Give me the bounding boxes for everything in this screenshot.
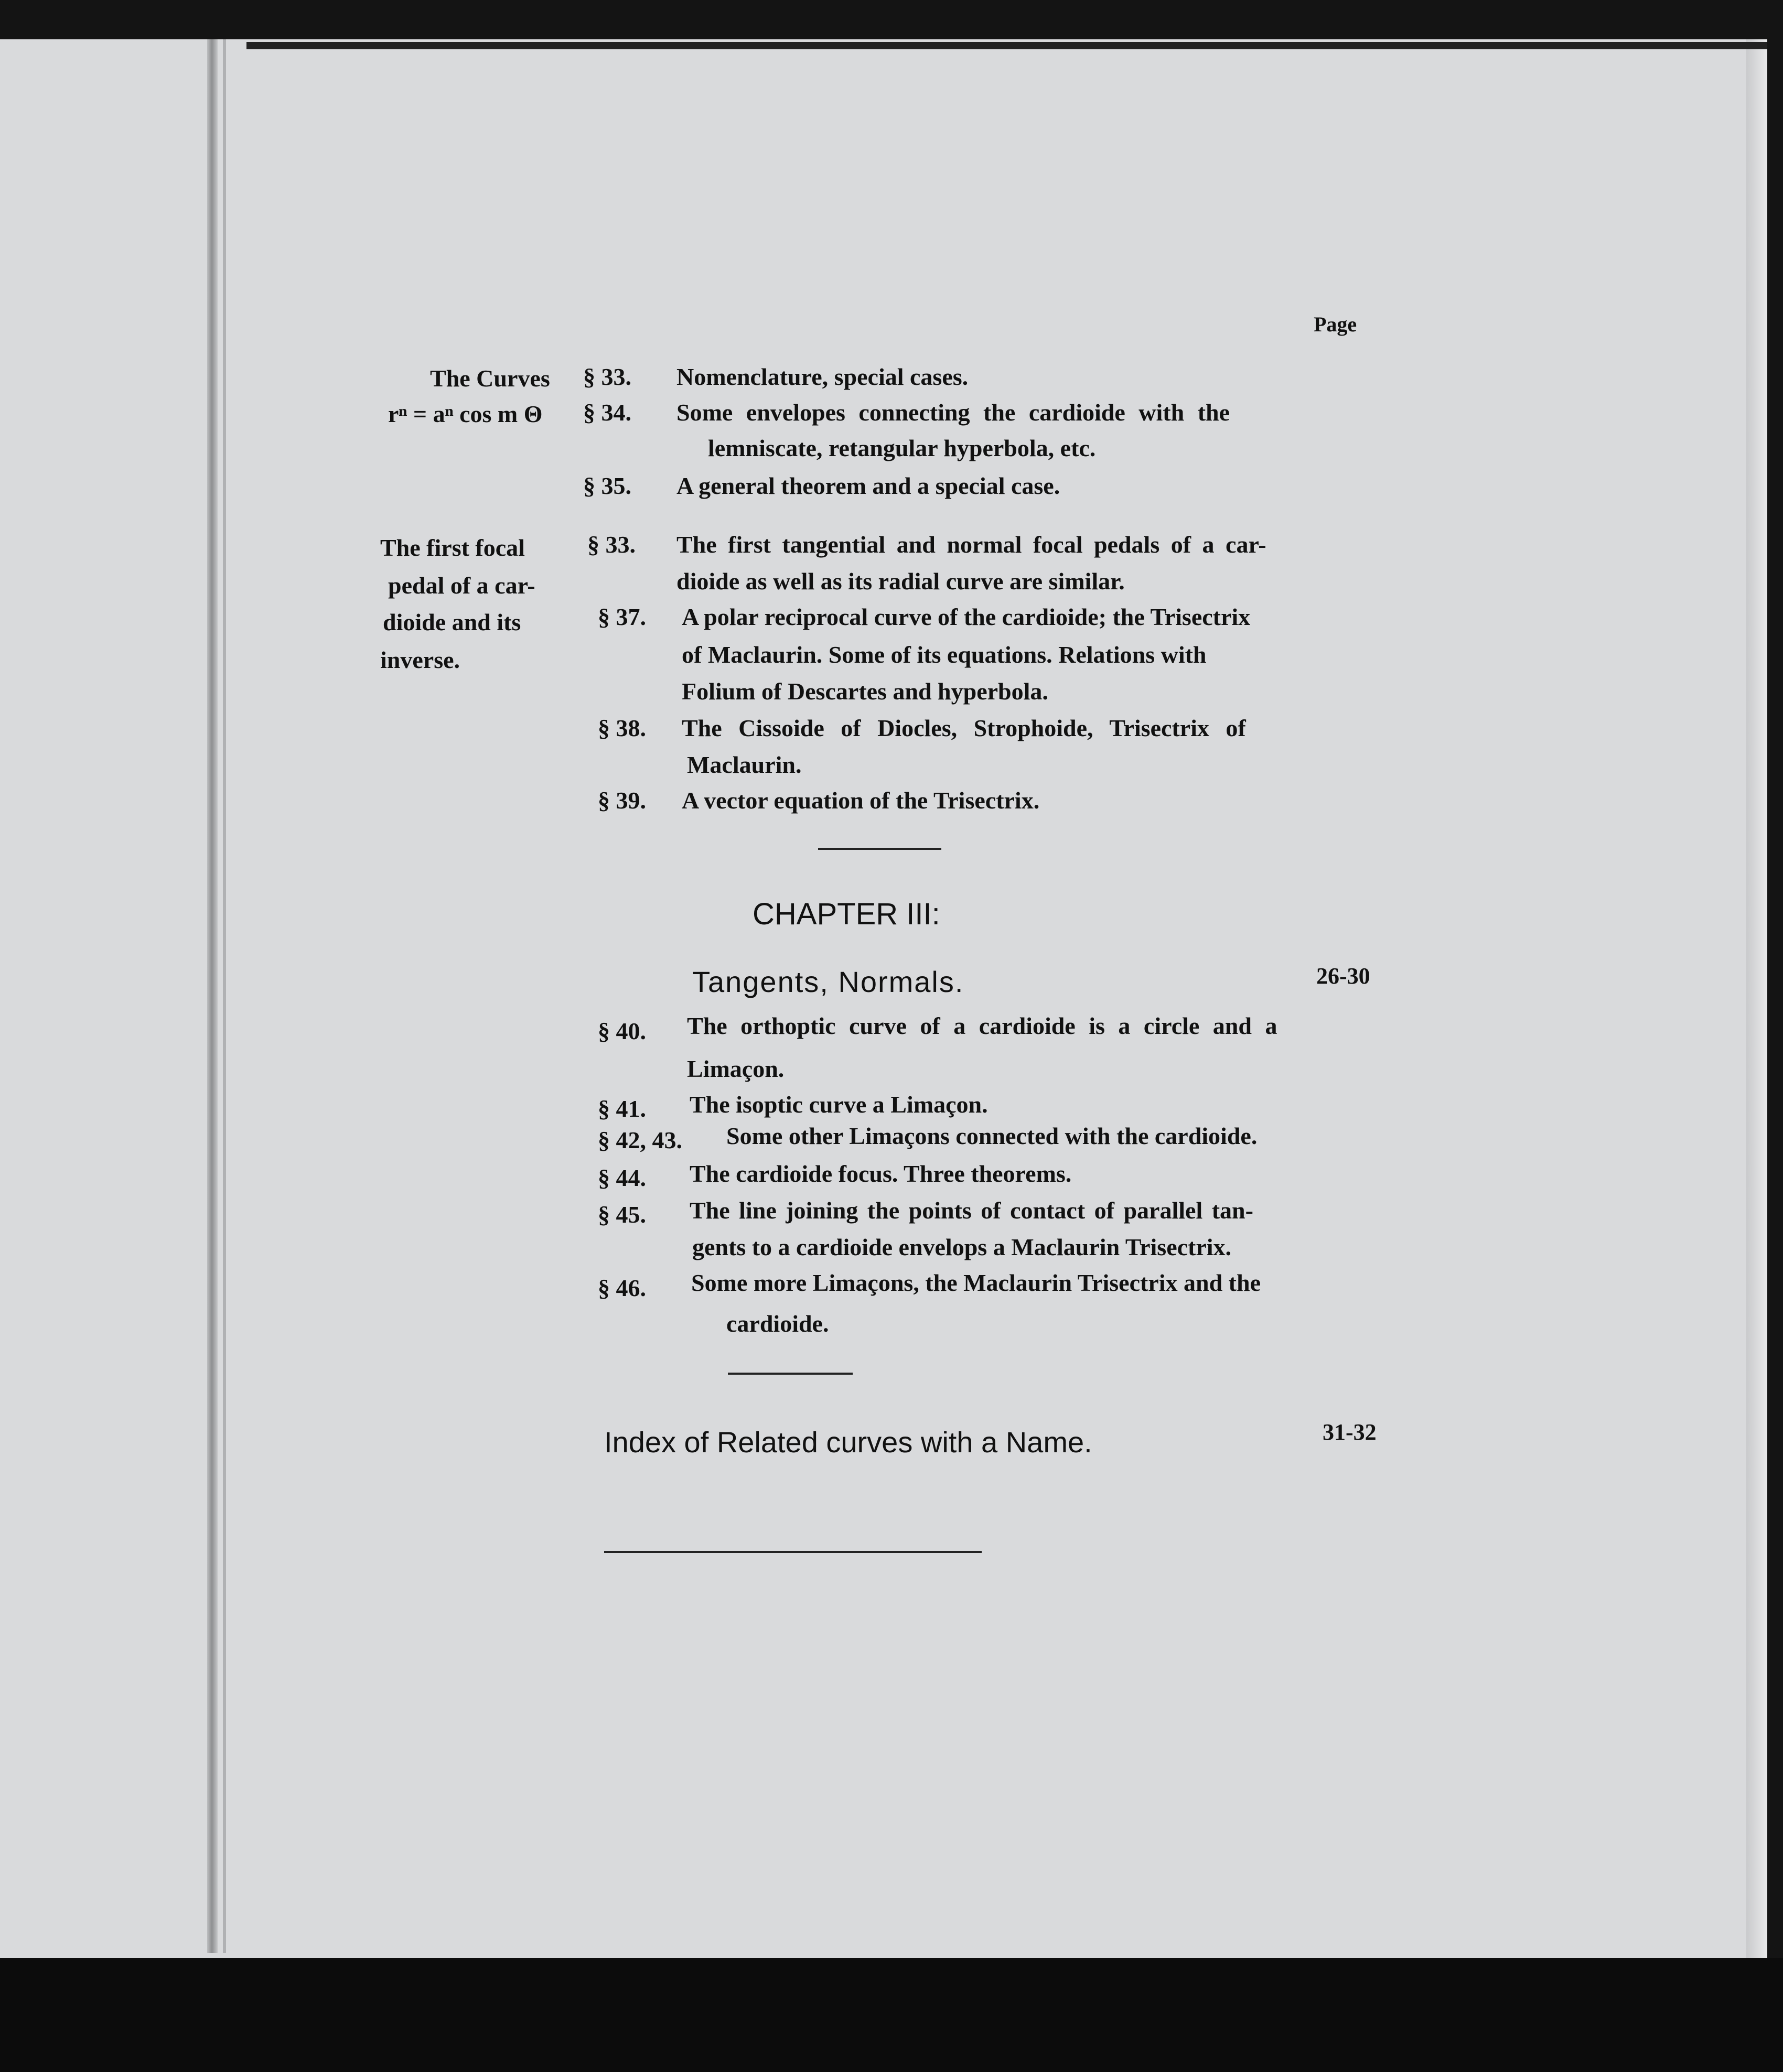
book-spine-line bbox=[223, 39, 226, 1953]
page-column-label: Page bbox=[1314, 312, 1357, 336]
section-text: The line joining the points of contact of parallel tan- bbox=[690, 1197, 1253, 1224]
side-label-line: The Curves bbox=[430, 365, 550, 392]
section-text: The isoptic curve a Limaçon. bbox=[690, 1091, 988, 1118]
side-label-line: inverse. bbox=[380, 646, 460, 673]
scan-bottom-border bbox=[0, 1958, 1783, 2072]
section-text: The cardioide focus. Three theorems. bbox=[690, 1160, 1072, 1187]
section-text: of Maclaurin. Some of its equations. Relations with bbox=[682, 641, 1207, 668]
book-spine-fold bbox=[207, 39, 218, 1953]
section-text: Some other Limaçons connected with the cardioide. bbox=[726, 1123, 1258, 1149]
section-number: § 34. bbox=[583, 399, 631, 426]
side-label-formula: rⁿ = aⁿ cos m Θ bbox=[388, 401, 543, 427]
page-background bbox=[0, 39, 1767, 1958]
section-number: § 44. bbox=[598, 1164, 646, 1191]
section-text: lemniscate, retangular hyperbola, etc. bbox=[708, 435, 1096, 461]
section-text: cardioide. bbox=[726, 1310, 829, 1337]
side-label-line: pedal of a car- bbox=[388, 572, 535, 599]
section-text: Nomenclature, special cases. bbox=[676, 363, 969, 390]
chapter-pages: 26-30 bbox=[1316, 963, 1370, 989]
section-text: Limaçon. bbox=[687, 1055, 785, 1082]
section-text: The first tangential and normal focal pedals of a car- bbox=[676, 531, 1266, 558]
chapter-heading: CHAPTER III: bbox=[753, 897, 940, 931]
divider bbox=[728, 1373, 853, 1375]
section-text: The orthoptic curve of a cardioide is a circle and a bbox=[687, 1012, 1277, 1039]
section-number: § 33. bbox=[587, 531, 636, 558]
section-text: Maclaurin. bbox=[687, 751, 802, 778]
page-edge bbox=[1746, 39, 1767, 1958]
section-text: Folium of Descartes and hyperbola. bbox=[682, 678, 1048, 705]
section-number: § 33. bbox=[583, 363, 631, 390]
section-number: § 45. bbox=[598, 1201, 646, 1228]
section-number: § 39. bbox=[598, 787, 646, 814]
section-text: Some envelopes connecting the cardioide with the bbox=[676, 399, 1230, 426]
section-number: § 40. bbox=[598, 1018, 646, 1044]
section-text: gents to a cardioide envelops a Maclaurin Trisectrix. bbox=[692, 1234, 1232, 1260]
divider bbox=[604, 1551, 982, 1553]
divider bbox=[818, 848, 941, 850]
section-number: § 35. bbox=[583, 472, 631, 499]
section-text: The Cissoide of Diocles, Strophoide, Trisectrix of bbox=[682, 715, 1246, 741]
section-number: § 38. bbox=[598, 715, 646, 741]
section-number: § 42, 43. bbox=[598, 1127, 682, 1153]
side-label-line: The first focal bbox=[380, 534, 525, 561]
index-title: Index of Related curves with a Name. bbox=[604, 1426, 1092, 1459]
section-number: § 41. bbox=[598, 1095, 646, 1122]
section-text: A general theorem and a special case. bbox=[676, 472, 1060, 499]
section-text: dioide as well as its radial curve are similar. bbox=[676, 568, 1125, 595]
section-text: A polar reciprocal curve of the cardioide; the Trisectrix bbox=[682, 603, 1251, 630]
top-border-line bbox=[246, 42, 1767, 49]
section-text: Some more Limaçons, the Maclaurin Trisectrix and the bbox=[691, 1269, 1261, 1296]
section-number: § 37. bbox=[598, 603, 646, 630]
side-label-line: dioide and its bbox=[383, 609, 521, 635]
section-text: A vector equation of the Trisectrix. bbox=[682, 787, 1040, 814]
index-pages: 31-32 bbox=[1323, 1419, 1377, 1445]
section-number: § 46. bbox=[598, 1275, 646, 1301]
chapter-title: Tangents, Normals. bbox=[692, 965, 964, 998]
